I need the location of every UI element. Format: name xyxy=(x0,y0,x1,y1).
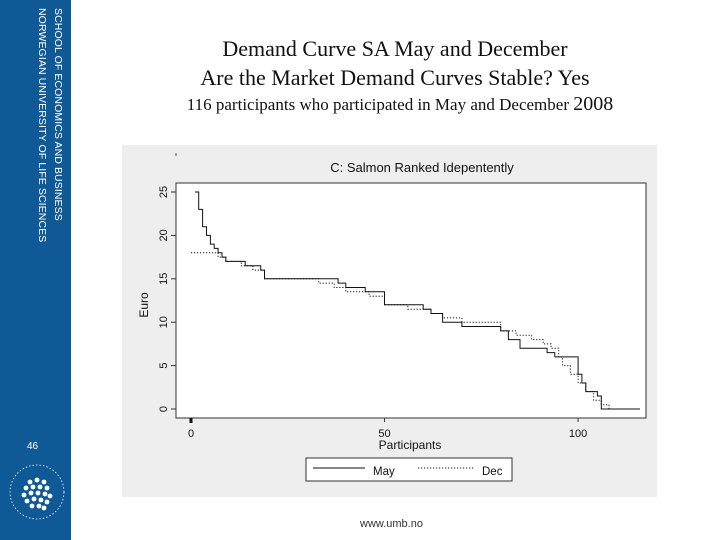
x-origin-mark xyxy=(190,418,193,423)
school-name xyxy=(4,8,64,258)
x-tick-label-100: 100 xyxy=(568,428,588,440)
subtitle-year: 2008 xyxy=(573,93,614,115)
y-axis-label: Euro xyxy=(137,292,151,318)
school-line-2: NORWEGIAN UNIVERSITY OF LIFE SCIENCES xyxy=(36,8,48,243)
subtitle-text: 116 participants who participated in May and December xyxy=(186,95,569,114)
chart-title: C: Salmon Ranked Idepentently xyxy=(330,160,514,175)
y-tick-label-15: 15 xyxy=(158,272,170,285)
x-tick-label-50: 50 xyxy=(378,428,391,440)
x-axis xyxy=(188,418,587,440)
y-tick-label-10: 10 xyxy=(158,316,170,329)
legend xyxy=(306,458,512,481)
x-axis-label: Participants xyxy=(378,438,442,452)
school-line-1: SCHOOL OF ECONOMICS AND BUSINESS xyxy=(52,8,64,221)
page-number: 46 xyxy=(27,441,39,452)
slide-title-line-1: Demand Curve SA May and December xyxy=(222,36,568,61)
y-axis xyxy=(158,186,176,412)
chart-panel xyxy=(122,145,657,497)
y-tick-label-20: 20 xyxy=(158,229,170,242)
legend-may-label: May xyxy=(373,466,395,478)
slide-subtitle xyxy=(80,93,720,116)
y-tick-label-5: 5 xyxy=(158,362,170,369)
x-tick-label-0: 0 xyxy=(187,428,195,440)
y-tick-label-25: 25 xyxy=(158,185,170,199)
slide-title-line-2: Are the Market Demand Curves Stable? Yes xyxy=(200,65,590,90)
slide-title xyxy=(120,34,670,92)
legend-dec-label: Dec xyxy=(482,466,503,478)
footer-url: www.umb.no xyxy=(360,518,423,530)
university-logo xyxy=(8,458,66,526)
plot-frame xyxy=(176,183,646,418)
y-tick-label-0: 0 xyxy=(158,405,170,413)
demand-curve-chart xyxy=(122,145,657,497)
sidebar xyxy=(0,0,71,540)
